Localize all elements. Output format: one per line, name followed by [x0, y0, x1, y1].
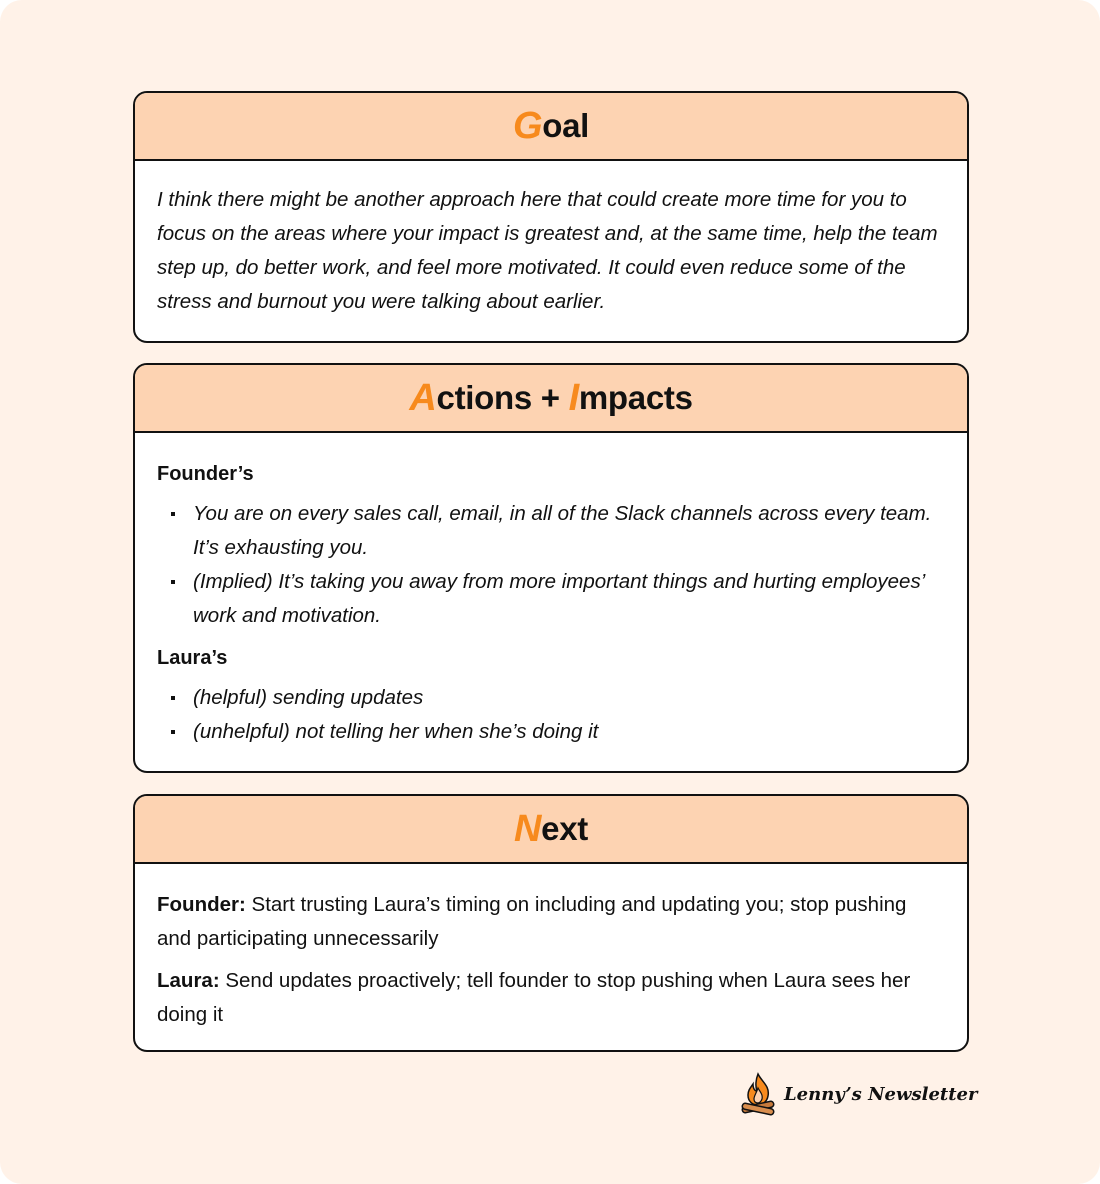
laura-bullet-list — [157, 681, 945, 749]
founder-subheading: Founder’s — [157, 463, 254, 485]
founder-bullet-list — [157, 497, 945, 633]
list-item: (Implied) It’s taking you away from more important things and hurting employees’ work and motivation. — [157, 565, 945, 633]
next-header — [135, 796, 967, 864]
laura-subheading: Laura’s — [157, 647, 228, 669]
next-card — [133, 794, 969, 1052]
founder-label: Founder: — [157, 893, 246, 916]
laura-next-text: Send updates proactively; tell founder to stop pushing when Laura sees her doing it — [157, 969, 911, 1026]
brand-name: Lenny’s Newsletter — [784, 1083, 978, 1105]
actions-initial: A — [409, 376, 437, 419]
laura-next-step — [157, 964, 945, 1032]
actions-impacts-card — [133, 363, 969, 773]
goal-title-rest: oal — [542, 107, 590, 144]
campfire-icon — [740, 1072, 776, 1116]
laura-label: Laura: — [157, 969, 220, 992]
actions-impacts-header — [135, 365, 967, 433]
founder-next-text: Start trusting Laura’s timing on including and updating you; stop pushing and participating unnecessarily — [157, 893, 907, 950]
actions-impacts-body — [135, 433, 967, 749]
goal-card — [133, 91, 969, 343]
list-item: (helpful) sending updates — [157, 681, 945, 715]
actions-title-rest: ctions + — [436, 379, 569, 416]
next-title-rest: ext — [541, 810, 588, 847]
list-item: (unhelpful) not telling her when she’s doing it — [157, 715, 945, 749]
impacts-title-rest: mpacts — [578, 379, 693, 416]
next-body — [135, 864, 967, 1032]
impacts-initial: I — [568, 376, 579, 419]
goal-header — [135, 93, 967, 161]
next-initial: N — [514, 807, 542, 850]
founder-next-step — [157, 888, 945, 956]
goal-text: I think there might be another approach here that could create more time for you to focus on the areas where your impact is greatest and, at the same time, help the team step up, do better work, and feel more motivated. It could even reduce some of the stress and burnout you were talking about earlier. — [157, 188, 938, 313]
goal-initial: G — [512, 104, 543, 147]
list-item: You are on every sales call, email, in all of the Slack channels across every team. It’s exhausting you. — [157, 497, 945, 565]
brand-logo — [740, 1072, 977, 1116]
